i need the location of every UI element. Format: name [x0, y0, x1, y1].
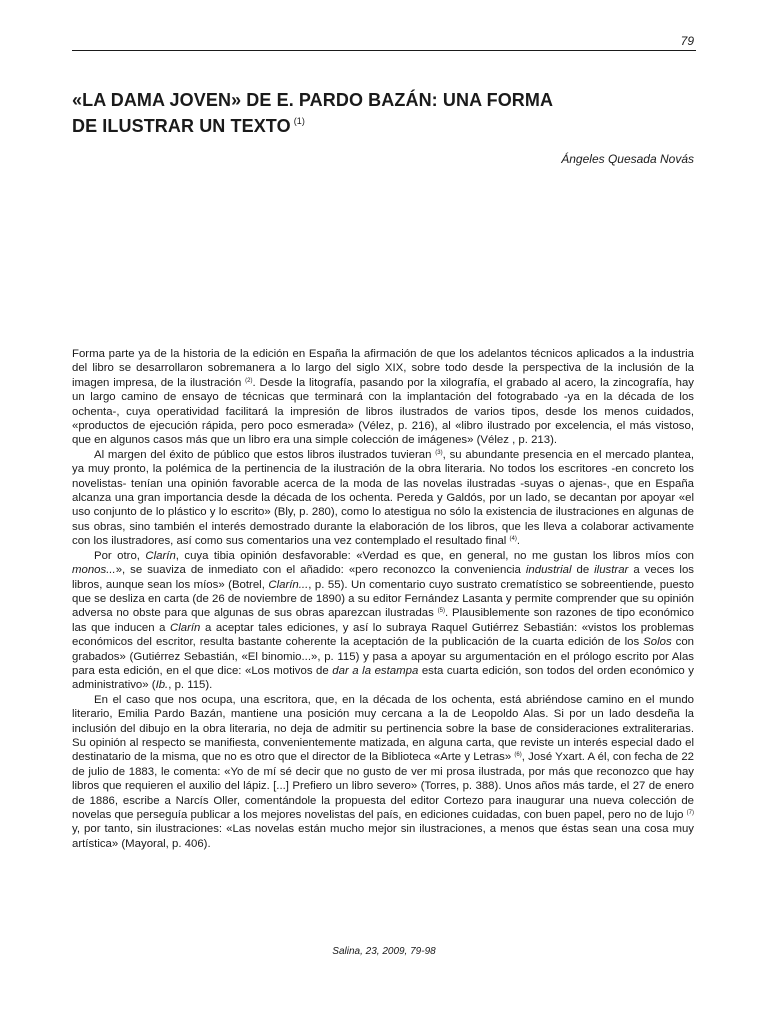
title-footnote-ref: (1): [293, 116, 305, 126]
italic-run: Clarín: [170, 621, 201, 634]
paragraph-4: [72, 693, 694, 851]
italic-run: monos...: [72, 564, 116, 577]
italic-run: Clarín...: [268, 578, 309, 591]
text-run: con grabados» (Gutiérrez Sebastián, «El binomio...», p. 115) y pasa a apoyar su argumentación en el prólogo escrito por Alas para esta edición, en el que dice: «Los motivos de: [72, 636, 695, 677]
page-number: 79: [680, 34, 694, 48]
text-run: En el caso que nos ocupa, una escritora, que, en la década de los ochenta, está abriéndose camino en el mundo literario, Emilia Pardo Bazán, mantiene una posición muy cercana a la de Leopoldo Alas. Si por un lado desdeña la inclusión del dibujo en la obra literaria, no deja de admitir su pertinencia sobre la base de consideraciones extraliterarias. Su opinión al respecto se manifiesta, convenientemente matizada, en alguna carta, que reviste un interés especial dado el destinatario de la misma, que no es otro que el director de la Biblioteca «Arte y Letras»: [72, 693, 694, 764]
footnote-ref: (3): [435, 449, 443, 456]
article-title: [72, 90, 672, 137]
text-run: », se suaviza de inmediato con el añadido: «pero reconozco la conveniencia: [115, 564, 526, 577]
text-run: , José Yxart. A él, con fecha de 22 de julio de 1883, le comenta: «Yo de mí sé decir que no gusto de ver mi prosa ilustrada, por más que reconozco que hay libros que requieren el auxilio del lápiz. [...] Prefiero un libro severo» (Torres, p. 388). Unos años más tarde, el 27 de enero de 1886, escribe a Narcís Oller, comentándole la propuesta del editor Cortezo para inaugurar una nueva colección de novelas que perseguía publicar a los mejores novelistas del país, en ediciones cuidadas, con buen papel, pero no de lujo: [72, 751, 694, 821]
title-line-2: DE ILUSTRAR UN TEXTO: [72, 116, 291, 136]
text-run: Al margen del éxito de público que estos libros ilustrados tuvieran: [94, 448, 436, 461]
footnote-ref: (2): [245, 377, 253, 384]
italic-run: Ib.: [155, 679, 169, 692]
article-body: [72, 347, 694, 851]
text-run: esta cuarta edición, son todos del orden económico y administrativo» (: [72, 664, 694, 692]
header-rule: [72, 50, 696, 51]
text-run: a aceptar tales ediciones, y así lo subraya Raquel Gutiérrez Sebastián: «vistos los problemas económicos del escritor, resulta bastante coherente la aceptación de la publicación de la cuarta edición de los: [72, 621, 694, 649]
text-run: , p. 115).: [168, 679, 213, 692]
italic-run: Clarín: [145, 549, 176, 562]
text-run: . Desde la litografía, pasando por la xilografía, el grabado al acero, la zincografía, hay un largo camino de ensayo de técnicas que terminará con la implantación del fotograbado -ya en la década de los ochenta-, cuya operatividad facilitará la impresión de libros ilustrados de varios tipos, desde los menos cuidados, «productos de ejecución rápida, pero poco esmerada» (Vélez, p. 216), al «libro ilustrado por excelencia, el más vistoso, que en algunos casos más que un libro era una simple colección de imágenes» (Vélez , p. 213).: [72, 376, 694, 447]
footnote-ref: (5): [437, 608, 445, 615]
paragraph-1: [72, 347, 694, 448]
journal-footer: Salina, 23, 2009, 79-98: [332, 946, 436, 957]
paragraph-3: [72, 549, 694, 693]
text-run: , p. 55). Un comentario cuyo sustrato crematístico se sobreentiende, puesto que se desliza en carta (de 26 de noviembre de 1890) a su editor Fernández Lasanta y permite comprender que su opinión adversa no obste para que algunas de sus obras aparezcan ilustradas: [72, 578, 694, 620]
text-run: a veces los libros, aunque sean los míos» (Botrel,: [72, 564, 694, 591]
footnote-ref: (6): [514, 752, 522, 759]
text-run: Forma parte ya de la historia de la edición en España la afirmación de que los adelantos técnicos aplicados a la industria del libro se desarrollaron sobremanera a lo largo del siglo XIX, sobre todo desde la perspectiva de la inclusión de la imagen impresa, de la ilustración: [72, 348, 694, 389]
author-name: Ángeles Quesada Novás: [561, 152, 694, 166]
paragraph-2: [72, 448, 694, 549]
text-run: .: [516, 535, 521, 548]
italic-run: industrial: [525, 564, 572, 577]
italic-run: ilustrar: [594, 564, 629, 577]
text-run: , cuya tibia opinión desfavorable: «Verdad es que, en general, no me gustan los libros míos con: [175, 549, 694, 562]
text-run: . Plausiblemente son razones de tipo económico las que inducen a: [72, 607, 694, 634]
text-run: , su abundante presencia en el mercado plantea, ya muy pronto, la polémica de la pertinencia de la ilustración de la obra literaria. No todos los escritores -en concreto los novelistas- tenían una opinión favorable acerca de la moda de las novelas ilustradas -suyas o ajenas-, que en España alcanza una gran importancia desde la década de los ochenta. Pereda y Galdós, por un lado, se decantan por apoyar «el uso conjunto de lo plástico y lo escrito» (Bly, p. 280), como lo atestigua no sólo la existencia de ilustraciones en algunas de sus obras, sino también el interés demostrado durante la elaboración de los libros, que les lleva a colaborar activamente con los ilustradores, así como sus comentarios una vez contemplado el resultado final: [72, 448, 695, 548]
footnote-ref: (7): [686, 810, 694, 816]
text-run: y, por tanto, sin ilustraciones: «Las novelas están mucho mejor sin ilustraciones, a menos que éstas sean una cosa muy artística» (Mayoral, p. 406).: [72, 823, 694, 850]
italic-run: Solos: [643, 636, 672, 649]
title-line-1: «LA DAMA JOVEN» DE E. PARDO BAZÁN: UNA FORMA: [72, 90, 554, 110]
footnote-ref: (4): [509, 536, 517, 543]
italic-run: dar a la estampa: [332, 664, 419, 677]
text-run: de: [571, 564, 595, 577]
text-run: Por otro,: [94, 549, 146, 562]
